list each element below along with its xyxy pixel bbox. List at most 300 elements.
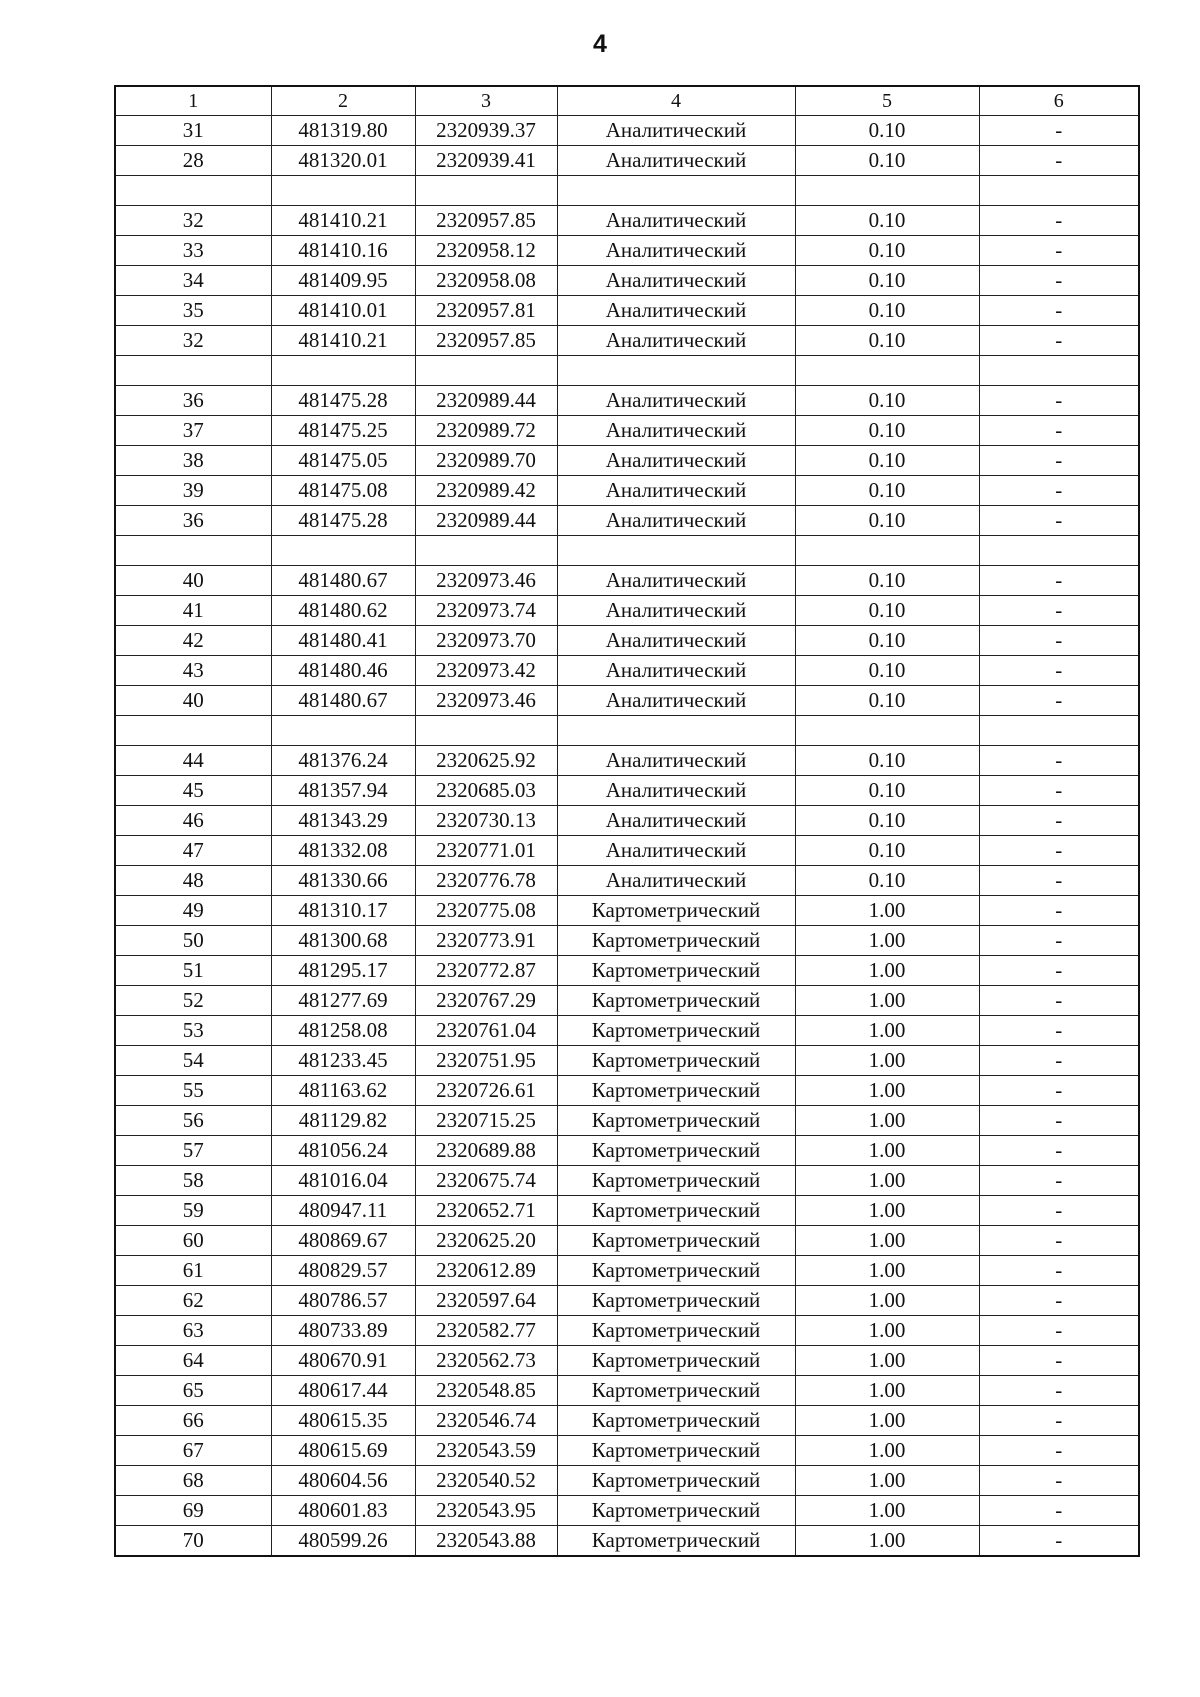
table-cell: 64	[115, 1346, 271, 1376]
table-cell: 40	[115, 566, 271, 596]
table-cell: 31	[115, 116, 271, 146]
table-cell: Аналитический	[557, 656, 795, 686]
table-row	[115, 176, 1139, 206]
table-cell: Аналитический	[557, 446, 795, 476]
table-cell: -	[979, 446, 1139, 476]
table-cell	[115, 176, 271, 206]
table-cell: 2320685.03	[415, 776, 557, 806]
table-cell: 2320776.78	[415, 866, 557, 896]
table-cell: -	[979, 686, 1139, 716]
table-cell: 2320989.44	[415, 506, 557, 536]
table-row	[115, 1016, 1139, 1046]
table-cell: Картометрический	[557, 1376, 795, 1406]
table-cell: Картометрический	[557, 1466, 795, 1496]
table-row	[115, 446, 1139, 476]
table-cell: Картометрический	[557, 1436, 795, 1466]
table-row	[115, 356, 1139, 386]
table-cell: 0.10	[795, 836, 979, 866]
table-cell: 34	[115, 266, 271, 296]
header-row	[115, 86, 1139, 116]
table-cell: -	[979, 1196, 1139, 1226]
table-cell: -	[979, 836, 1139, 866]
table-cell: -	[979, 1256, 1139, 1286]
table-cell: 37	[115, 416, 271, 446]
table-cell: 2320989.72	[415, 416, 557, 446]
table-cell: -	[979, 296, 1139, 326]
table-cell: 0.10	[795, 686, 979, 716]
table-cell: 1.00	[795, 1046, 979, 1076]
table-cell: -	[979, 1316, 1139, 1346]
table-cell: 0.10	[795, 746, 979, 776]
table-cell: -	[979, 476, 1139, 506]
table-cell: 2320543.95	[415, 1496, 557, 1526]
column-header-4: 4	[557, 86, 795, 116]
table-cell: 481475.28	[271, 506, 415, 536]
table-cell: Картометрический	[557, 1106, 795, 1136]
table-cell: 2320548.85	[415, 1376, 557, 1406]
table-cell: 54	[115, 1046, 271, 1076]
table-cell: 50	[115, 926, 271, 956]
table-cell: 36	[115, 386, 271, 416]
table-cell: 2320675.74	[415, 1166, 557, 1196]
table-cell	[271, 716, 415, 746]
table-cell	[415, 716, 557, 746]
table-row	[115, 776, 1139, 806]
table-cell: Картометрический	[557, 1166, 795, 1196]
table-cell: 45	[115, 776, 271, 806]
table-row	[115, 866, 1139, 896]
table-cell: 481277.69	[271, 986, 415, 1016]
table-cell: 2320973.74	[415, 596, 557, 626]
table-row	[115, 536, 1139, 566]
table-row	[115, 1316, 1139, 1346]
table-cell: 58	[115, 1166, 271, 1196]
table-cell: 481410.21	[271, 206, 415, 236]
table-row	[115, 986, 1139, 1016]
table-cell: Аналитический	[557, 866, 795, 896]
table-cell: 66	[115, 1406, 271, 1436]
table-cell: 2320939.41	[415, 146, 557, 176]
table-cell: 0.10	[795, 206, 979, 236]
table-cell: -	[979, 1346, 1139, 1376]
table-cell: 0.10	[795, 266, 979, 296]
table-cell: Аналитический	[557, 236, 795, 266]
table-cell: Аналитический	[557, 566, 795, 596]
table-body	[115, 116, 1139, 1557]
table-cell: 0.10	[795, 236, 979, 266]
table-cell: 481475.08	[271, 476, 415, 506]
table-cell: Картометрический	[557, 1136, 795, 1166]
table-cell: 1.00	[795, 1076, 979, 1106]
table-cell	[979, 536, 1139, 566]
table-cell: 60	[115, 1226, 271, 1256]
table-cell: 2320767.29	[415, 986, 557, 1016]
table-cell: 480947.11	[271, 1196, 415, 1226]
table-cell: -	[979, 1046, 1139, 1076]
table-cell: -	[979, 1226, 1139, 1256]
table-cell: 2320543.88	[415, 1526, 557, 1557]
table-cell: 0.10	[795, 296, 979, 326]
table-cell: 0.10	[795, 416, 979, 446]
table-cell: 2320625.92	[415, 746, 557, 776]
table-cell: 481016.04	[271, 1166, 415, 1196]
table-cell: 480604.56	[271, 1466, 415, 1496]
table-cell: 2320726.61	[415, 1076, 557, 1106]
table-cell: -	[979, 1286, 1139, 1316]
table-row	[115, 716, 1139, 746]
table-cell: 480615.35	[271, 1406, 415, 1436]
table-cell: -	[979, 926, 1139, 956]
table-row	[115, 926, 1139, 956]
table-cell: 2320730.13	[415, 806, 557, 836]
table-cell: -	[979, 1466, 1139, 1496]
table-cell: 2320973.70	[415, 626, 557, 656]
table-cell: 2320773.91	[415, 926, 557, 956]
table-cell: 0.10	[795, 146, 979, 176]
table-cell	[795, 176, 979, 206]
table-row	[115, 476, 1139, 506]
table-cell: -	[979, 206, 1139, 236]
table-cell: Аналитический	[557, 746, 795, 776]
table-cell: 2320958.12	[415, 236, 557, 266]
table-cell: Аналитический	[557, 116, 795, 146]
table-cell: 36	[115, 506, 271, 536]
table-cell: -	[979, 266, 1139, 296]
table-cell: 1.00	[795, 1466, 979, 1496]
table-cell: -	[979, 566, 1139, 596]
table-cell: Аналитический	[557, 146, 795, 176]
table-cell: 35	[115, 296, 271, 326]
table-cell: 33	[115, 236, 271, 266]
table-row	[115, 1196, 1139, 1226]
table-cell: 67	[115, 1436, 271, 1466]
table-cell: 2320957.81	[415, 296, 557, 326]
table-cell: 44	[115, 746, 271, 776]
table-cell: 481480.67	[271, 686, 415, 716]
table-cell: Аналитический	[557, 626, 795, 656]
table-cell: 1.00	[795, 1166, 979, 1196]
column-header-1: 1	[115, 86, 271, 116]
table-cell: Картометрический	[557, 1406, 795, 1436]
table-row	[115, 146, 1139, 176]
table-cell: 43	[115, 656, 271, 686]
table-row	[115, 206, 1139, 236]
table-cell: 38	[115, 446, 271, 476]
coordinates-table	[114, 85, 1140, 1557]
table-row	[115, 1286, 1139, 1316]
table-cell: 1.00	[795, 1526, 979, 1557]
table-row	[115, 506, 1139, 536]
table-cell: 32	[115, 326, 271, 356]
table-cell: 52	[115, 986, 271, 1016]
table-cell: 32	[115, 206, 271, 236]
table-cell: 57	[115, 1136, 271, 1166]
table-cell	[979, 356, 1139, 386]
table-cell: Картометрический	[557, 1286, 795, 1316]
table-cell: 40	[115, 686, 271, 716]
table-cell: -	[979, 1436, 1139, 1466]
table-cell: 480733.89	[271, 1316, 415, 1346]
table-cell: -	[979, 806, 1139, 836]
table-cell: 1.00	[795, 896, 979, 926]
table-cell: -	[979, 1136, 1139, 1166]
table-cell: 481319.80	[271, 116, 415, 146]
table-cell: -	[979, 956, 1139, 986]
table-cell: 28	[115, 146, 271, 176]
table-cell	[271, 356, 415, 386]
table-cell: 46	[115, 806, 271, 836]
table-cell: 1.00	[795, 1436, 979, 1466]
table-cell: 2320689.88	[415, 1136, 557, 1166]
table-row	[115, 1106, 1139, 1136]
table-cell: 2320989.70	[415, 446, 557, 476]
table-cell: 2320597.64	[415, 1286, 557, 1316]
table-cell: 2320957.85	[415, 206, 557, 236]
table-cell: Аналитический	[557, 806, 795, 836]
table-cell	[795, 536, 979, 566]
table-cell: 481320.01	[271, 146, 415, 176]
table-cell: -	[979, 986, 1139, 1016]
table-cell: 1.00	[795, 1256, 979, 1286]
table-cell: Картометрический	[557, 956, 795, 986]
table-cell: 480829.57	[271, 1256, 415, 1286]
table-cell: 2320543.59	[415, 1436, 557, 1466]
table-row	[115, 596, 1139, 626]
table-row	[115, 806, 1139, 836]
table-cell	[557, 536, 795, 566]
table-cell: Аналитический	[557, 386, 795, 416]
table-cell: 481475.28	[271, 386, 415, 416]
table-cell: 2320546.74	[415, 1406, 557, 1436]
table-cell: -	[979, 626, 1139, 656]
table-cell: 2320989.44	[415, 386, 557, 416]
table-cell	[795, 716, 979, 746]
table-cell: Картометрический	[557, 1496, 795, 1526]
table-cell: 2320939.37	[415, 116, 557, 146]
table-row	[115, 896, 1139, 926]
table-cell: 480670.91	[271, 1346, 415, 1376]
table-cell	[557, 716, 795, 746]
column-header-6: 6	[979, 86, 1139, 116]
table-cell: 63	[115, 1316, 271, 1346]
table-row	[115, 1076, 1139, 1106]
table-row	[115, 416, 1139, 446]
table-cell: Картометрический	[557, 1346, 795, 1376]
table-cell	[979, 176, 1139, 206]
table-cell: Аналитический	[557, 836, 795, 866]
table-cell: Аналитический	[557, 206, 795, 236]
table-cell: 2320625.20	[415, 1226, 557, 1256]
table-cell: 59	[115, 1196, 271, 1226]
table-row	[115, 686, 1139, 716]
table-cell: 69	[115, 1496, 271, 1526]
table-cell: 481475.25	[271, 416, 415, 446]
table-cell: 2320612.89	[415, 1256, 557, 1286]
table-cell: 481410.21	[271, 326, 415, 356]
table-cell: Картометрический	[557, 896, 795, 926]
table-cell: 0.10	[795, 476, 979, 506]
table-cell: 480617.44	[271, 1376, 415, 1406]
table-cell: 2320582.77	[415, 1316, 557, 1346]
table-cell: 0.10	[795, 326, 979, 356]
table-cell: -	[979, 746, 1139, 776]
table-cell: -	[979, 1526, 1139, 1557]
table-cell: 2320973.42	[415, 656, 557, 686]
table-row	[115, 1226, 1139, 1256]
table-row	[115, 1256, 1139, 1286]
table-row	[115, 266, 1139, 296]
table-cell: 480615.69	[271, 1436, 415, 1466]
table-cell: Аналитический	[557, 266, 795, 296]
table-row	[115, 1496, 1139, 1526]
table-row	[115, 326, 1139, 356]
table-cell: -	[979, 866, 1139, 896]
table-cell: 481332.08	[271, 836, 415, 866]
table-cell: 481258.08	[271, 1016, 415, 1046]
table-cell: 1.00	[795, 1406, 979, 1436]
table-cell: 1.00	[795, 926, 979, 956]
table-row	[115, 1376, 1139, 1406]
table-cell: 481233.45	[271, 1046, 415, 1076]
table-cell: 1.00	[795, 956, 979, 986]
table-row	[115, 116, 1139, 146]
table-cell: 481475.05	[271, 446, 415, 476]
table-cell	[795, 356, 979, 386]
table-cell	[271, 176, 415, 206]
table-cell: 1.00	[795, 1346, 979, 1376]
table-cell: 1.00	[795, 1136, 979, 1166]
table-cell	[415, 536, 557, 566]
table-cell: 481330.66	[271, 866, 415, 896]
table-cell	[979, 716, 1139, 746]
table-cell: 0.10	[795, 806, 979, 836]
table-cell: 2320775.08	[415, 896, 557, 926]
table-cell: 42	[115, 626, 271, 656]
table-row	[115, 836, 1139, 866]
table-cell	[115, 716, 271, 746]
table-cell: Аналитический	[557, 326, 795, 356]
table-cell: Аналитический	[557, 686, 795, 716]
table-cell: 68	[115, 1466, 271, 1496]
table-cell: 2320540.52	[415, 1466, 557, 1496]
table-cell: Картометрический	[557, 1016, 795, 1046]
table-cell: -	[979, 1406, 1139, 1436]
table-cell: 61	[115, 1256, 271, 1286]
table-cell: 2320652.71	[415, 1196, 557, 1226]
table-cell: 2320751.95	[415, 1046, 557, 1076]
table-cell: 481357.94	[271, 776, 415, 806]
table-cell	[415, 356, 557, 386]
table-row	[115, 626, 1139, 656]
table-cell: 2320772.87	[415, 956, 557, 986]
table-cell: 481310.17	[271, 896, 415, 926]
table-row	[115, 1466, 1139, 1496]
table-cell: Аналитический	[557, 596, 795, 626]
table-cell: 0.10	[795, 866, 979, 896]
table-cell: 481056.24	[271, 1136, 415, 1166]
table-cell: 481480.67	[271, 566, 415, 596]
table-cell: 0.10	[795, 446, 979, 476]
table-cell	[557, 176, 795, 206]
table-cell: 2320771.01	[415, 836, 557, 866]
table-cell: Картометрический	[557, 1226, 795, 1256]
table-cell: -	[979, 1016, 1139, 1046]
table-cell: 481163.62	[271, 1076, 415, 1106]
table-cell: Аналитический	[557, 476, 795, 506]
table-row	[115, 296, 1139, 326]
table-cell: 481343.29	[271, 806, 415, 836]
table-cell: Картометрический	[557, 1046, 795, 1076]
column-header-2: 2	[271, 86, 415, 116]
table-cell: 41	[115, 596, 271, 626]
table-cell	[415, 176, 557, 206]
table-row	[115, 236, 1139, 266]
table-row	[115, 1166, 1139, 1196]
table-cell: Картометрический	[557, 986, 795, 1016]
table-cell: 0.10	[795, 596, 979, 626]
table-cell: 1.00	[795, 1196, 979, 1226]
table-cell: 0.10	[795, 116, 979, 146]
table-cell: -	[979, 596, 1139, 626]
table-row	[115, 1136, 1139, 1166]
column-header-5: 5	[795, 86, 979, 116]
table-cell: Аналитический	[557, 296, 795, 326]
table-cell: 2320761.04	[415, 1016, 557, 1046]
table-cell: 53	[115, 1016, 271, 1046]
table-cell: 48	[115, 866, 271, 896]
table-cell: -	[979, 1376, 1139, 1406]
table-cell: -	[979, 146, 1139, 176]
table-cell: Картометрический	[557, 1526, 795, 1557]
table-cell: 481300.68	[271, 926, 415, 956]
table-cell: 481480.41	[271, 626, 415, 656]
table-cell	[115, 356, 271, 386]
table-cell: 480599.26	[271, 1526, 415, 1557]
table-cell: 0.10	[795, 656, 979, 686]
table-cell: 51	[115, 956, 271, 986]
table-cell: 480869.67	[271, 1226, 415, 1256]
table-cell: 481295.17	[271, 956, 415, 986]
table-cell: Аналитический	[557, 506, 795, 536]
table-row	[115, 1346, 1139, 1376]
table-cell: -	[979, 416, 1139, 446]
table-cell: 1.00	[795, 1316, 979, 1346]
table-cell: 480786.57	[271, 1286, 415, 1316]
table-cell: 0.10	[795, 776, 979, 806]
table-cell: 2320715.25	[415, 1106, 557, 1136]
table-cell: 0.10	[795, 566, 979, 596]
table-cell: 1.00	[795, 1106, 979, 1136]
table-cell: 1.00	[795, 1016, 979, 1046]
table-row	[115, 656, 1139, 686]
table-cell: 62	[115, 1286, 271, 1316]
table-cell: 2320989.42	[415, 476, 557, 506]
column-header-3: 3	[415, 86, 557, 116]
table-cell: Картометрический	[557, 926, 795, 956]
table-cell	[115, 536, 271, 566]
table-cell: 0.10	[795, 386, 979, 416]
table-cell: Аналитический	[557, 416, 795, 446]
table-cell: -	[979, 1106, 1139, 1136]
table-cell	[557, 356, 795, 386]
table-row	[115, 1436, 1139, 1466]
table-cell: 1.00	[795, 1226, 979, 1256]
table-cell: Картометрический	[557, 1196, 795, 1226]
table-cell: 55	[115, 1076, 271, 1106]
table-cell: 1.00	[795, 1286, 979, 1316]
table-cell: 481480.46	[271, 656, 415, 686]
table-cell: -	[979, 386, 1139, 416]
